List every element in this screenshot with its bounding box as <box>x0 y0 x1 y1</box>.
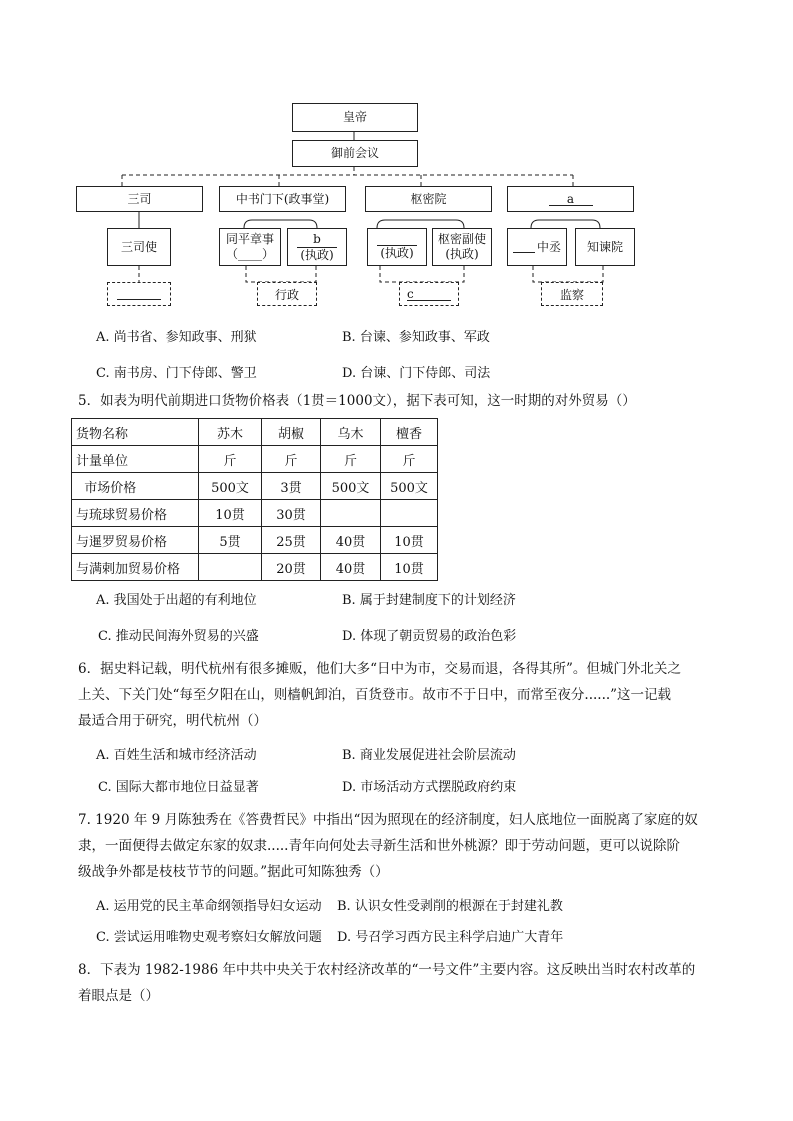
table-row <box>72 554 438 581</box>
table-header-cell: 货物名称 <box>72 419 199 446</box>
table-cell: 40贯 <box>321 527 381 554</box>
q5-option-a[interactable]: A. 我国处于出超的有利地位 <box>96 593 257 608</box>
table-cell: 市场价格 <box>72 473 199 500</box>
q5-option-d[interactable]: D. 体现了朝贡贸易的政治色彩 <box>342 629 517 644</box>
q4-option-b[interactable]: B. 台谏、参知政事、军政 <box>342 330 490 345</box>
table-cell: 10贯 <box>381 554 438 581</box>
q7-option-d[interactable]: D. 号召学习西方民主科学启迪广大青年 <box>337 930 564 945</box>
q5-option-b[interactable]: B. 属于封建制度下的计划经济 <box>342 593 516 608</box>
table-cell: 斤 <box>321 446 381 473</box>
b-label: b <box>297 232 337 248</box>
table-header-row <box>72 419 438 446</box>
shumi-vice-line2: (执政) <box>445 247 479 261</box>
q5-stem: 5．如表为明代前期进口货物价格表（1贯＝1000文），据下表可知，这一时期的对外贸易（） <box>78 393 636 409</box>
table-cell: 与暹罗贸易价格 <box>72 527 199 554</box>
table-cell: 10贯 <box>199 500 262 527</box>
q7-stem-line1: 7. 1920 年 9 月陈独秀在《答费哲民》中指出“因为照现在的经济制度，妇人底地位一面脱离了家庭的奴 <box>78 812 698 828</box>
q6-option-b[interactable]: B. 商业发展促进社会阶层流动 <box>342 748 516 763</box>
q6-stem-line1: 6．据史料记载，明代杭州有很多摊贩，他们大多“日中为市，交易而退，各得其所”。但城门外北关之 <box>78 661 681 677</box>
zhongshu-box <box>219 186 346 212</box>
q7-stem-line2: 隶，一面便得去做定东家的奴隶.....青年向何处去寻新生活和世外桃源？即于劳动问题，更可以说除阶 <box>78 838 680 854</box>
shumi-vice-box <box>432 228 492 266</box>
c-label: c <box>407 288 451 301</box>
table-cell: 25贯 <box>262 527 321 554</box>
shumi-label: 枢密院 <box>410 191 447 206</box>
table-cell: 40贯 <box>321 554 381 581</box>
q8-stem-line1: 8．下表为 1982-1986 年中共中央关于农村经济改革的“一号文件”主要内容。这反映出当时农村改革的 <box>78 962 696 978</box>
q6-stem-line3: 最适合用于研究，明代杭州（） <box>78 713 267 729</box>
b-line2: (执政) <box>300 247 334 262</box>
q4-option-c[interactable]: C. 南书房、门下侍郎、警卫 <box>96 366 257 381</box>
zhongshu-label: 中书门下(政事堂) <box>235 191 330 206</box>
a-box <box>507 186 634 212</box>
table-cell: 5贯 <box>199 527 262 554</box>
sansi-envoy-label: 三司使 <box>120 239 157 254</box>
table-cell: 计量单位 <box>72 446 199 473</box>
admin-box <box>257 282 317 306</box>
table-header-cell: 苏木 <box>199 419 262 446</box>
table-cell: 与满剌加贸易价格 <box>72 554 199 581</box>
zhijian-label: 知谏院 <box>586 239 623 254</box>
sansi-label: 三司 <box>127 191 152 206</box>
table-cell <box>381 500 438 527</box>
zhijian-box <box>575 228 635 266</box>
table-header-cell: 胡椒 <box>262 419 321 446</box>
b-box <box>287 228 347 266</box>
q7-stem <box>78 807 728 885</box>
table-cell: 斤 <box>381 446 438 473</box>
shumi-box <box>365 186 492 212</box>
q6-option-d[interactable]: D. 市场活动方式摆脱政府约束 <box>342 780 517 795</box>
table-cell: 斤 <box>199 446 262 473</box>
table-cell: 30贯 <box>262 500 321 527</box>
emperor-label: 皇帝 <box>342 110 367 124</box>
q5-option-c[interactable]: C. 推动民间海外贸易的兴盛 <box>98 629 259 644</box>
table-row <box>72 446 438 473</box>
table-row <box>72 527 438 554</box>
table-row <box>72 473 438 500</box>
supervision-box <box>541 282 603 306</box>
q8-stem <box>78 957 728 1009</box>
table-cell: 3贯 <box>262 473 321 500</box>
table-cell: 20贯 <box>262 554 321 581</box>
q6-stem-line2: 上关、下关门处“每至夕阳在山，则樯帆卸泊，百货登市。故市不于日中，而常至夜分......”这一记载 <box>78 687 672 703</box>
shumi-blank-line2: (执政) <box>380 246 414 260</box>
pingzhang-line1: 同平章事 <box>225 232 274 246</box>
shumi-vice-line1: 枢密副使 <box>437 232 486 246</box>
table-cell: 500文 <box>321 473 381 500</box>
shumi-blank-box <box>367 228 427 266</box>
table-cell: 500文 <box>381 473 438 500</box>
table-header-cell: 檀香 <box>381 419 438 446</box>
blank-line <box>377 233 417 246</box>
q6-option-a[interactable]: A. 百姓生活和城市经济活动 <box>96 748 257 763</box>
a-label: a <box>549 193 593 206</box>
zhongcheng-box <box>507 228 567 266</box>
blank-line <box>513 242 535 253</box>
sansi-box <box>76 186 203 212</box>
pingzhang-box <box>219 228 281 266</box>
council-box <box>292 140 418 167</box>
table-row <box>72 500 438 527</box>
pingzhang-line2: （____） <box>225 247 274 261</box>
table-cell: 10贯 <box>381 527 438 554</box>
q7-option-c[interactable]: C. 尝试运用唯物史观考察妇女解放问题 <box>96 930 322 945</box>
q7-option-a[interactable]: A. 运用党的民主革命纲领指导妇女运动 <box>96 899 322 914</box>
table-cell <box>321 500 381 527</box>
q4-option-a[interactable]: A. 尚书省、参知政事、刑狱 <box>96 330 257 345</box>
table-cell: 与琉球贸易价格 <box>72 500 199 527</box>
q8-stem-line2: 着眼点是（） <box>78 988 159 1004</box>
q6-stem <box>78 656 728 734</box>
q4-option-d[interactable]: D. 台谏、门下侍郎、司法 <box>342 366 491 381</box>
supervision-label: 监察 <box>559 287 584 302</box>
sansi-blank-box <box>107 282 171 306</box>
table-cell: 斤 <box>262 446 321 473</box>
q7-option-b[interactable]: B. 认识女性受剥削的根源在于封建礼教 <box>337 899 563 914</box>
q6-option-c[interactable]: C. 国际大都市地位日益显著 <box>98 780 259 795</box>
zhongcheng-label: 中丞 <box>536 239 561 254</box>
emperor-box <box>292 103 418 132</box>
table-cell: 500文 <box>199 473 262 500</box>
sansi-envoy-box <box>107 228 171 266</box>
c-box <box>399 282 459 306</box>
council-label: 御前会议 <box>330 146 379 160</box>
table-cell <box>199 554 262 581</box>
admin-label: 行政 <box>274 287 299 302</box>
blank-line <box>117 289 161 300</box>
price-table <box>71 418 438 581</box>
q7-stem-line3: 级战争外都是枝枝节节的问题。”据此可知陈独秀（） <box>78 864 389 880</box>
table-header-cell: 乌木 <box>321 419 381 446</box>
